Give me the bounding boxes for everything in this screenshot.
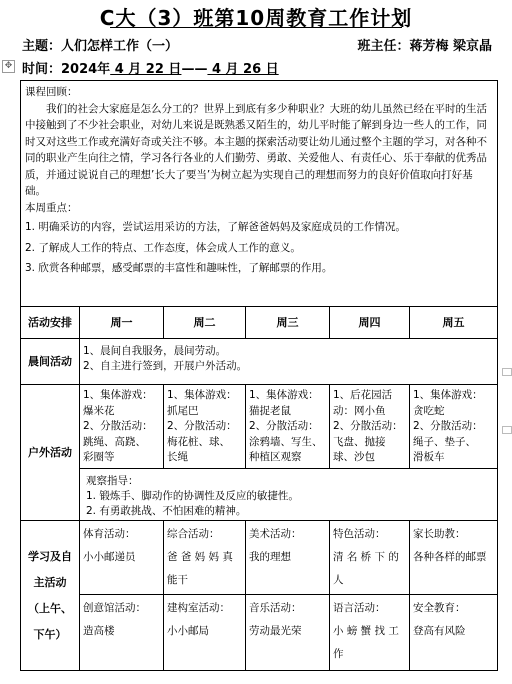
intro-heading: 课程回顾： <box>25 86 78 98</box>
study-content: 劳动最光荣 <box>249 625 302 637</box>
outdoor-line: 绳子、垫子、 <box>413 435 476 448</box>
time-from: 4 月 22 日 <box>110 62 182 77</box>
study-cell <box>164 521 246 595</box>
outdoor-line: 球、沙包 <box>333 451 375 463</box>
header-row <box>21 307 498 339</box>
study-row-1 <box>21 521 498 595</box>
outdoor-line: 贪吃蛇 <box>413 404 445 417</box>
outdoor-line: 2、分散活动： <box>83 420 153 432</box>
study-content: 各种各样的邮票 <box>413 551 487 563</box>
row-resize-handle-icon[interactable] <box>502 368 512 376</box>
study-content: 清 名 桥 下 的 人 <box>333 551 399 586</box>
plan-table <box>20 80 498 671</box>
study-label-line: （上午、 <box>28 601 72 615</box>
header-info-row <box>22 35 492 54</box>
outdoor-label: 户外活动 <box>21 385 80 521</box>
outdoor-line: 动：网小鱼 <box>333 404 386 417</box>
study-title: 创意馆活动： <box>83 602 146 614</box>
day-header: 周五 <box>410 307 498 339</box>
outdoor-line: 抓尾巴 <box>167 404 199 417</box>
guide-item: 1. 锻炼手、脚动作的协调性及反应的敏捷性。 <box>86 490 299 502</box>
outdoor-line: 1、集体游戏： <box>167 389 237 401</box>
day-header: 周四 <box>330 307 410 339</box>
time-to: 4 月 26 日 <box>207 62 279 77</box>
intro-cell <box>21 81 498 307</box>
study-title: 体育活动： <box>83 528 136 540</box>
study-label-line: 主活动 <box>33 575 67 589</box>
day-header: 周一 <box>80 307 164 339</box>
outdoor-row <box>21 385 498 469</box>
page-title: C大（3）班第10周教育工作计划 <box>99 6 413 30</box>
outdoor-line: 彩圈等 <box>83 451 115 463</box>
focus-item: 3. 欣赏各种邮票，感受邮票的丰富性和趣味性，了解邮票的作用。 <box>25 262 333 274</box>
study-cell <box>330 595 410 671</box>
intro-body: 我们的社会大家庭是怎么分工的？世界上到底有多少种职业？大班的幼儿虽然已经在平时的生活中接触到了不少社会职业，对幼儿来说是既熟悉又陌生的，幼儿平时能了解到身边一些人的工作，同时又对这些工作或充满好奇或关注不够。本主题的探索活动要让幼儿通过整个主题的学习，对各种不同的职业产生向往之情，学习各行各业的人们勤劳、勇敢、关爱他人、有责任心、乐于奉献的优秀品质，并通过说说自己的理想’长大了要当’为树立起为实现自己的理想而努力的良好价值取向打好基础。 <box>25 102 487 197</box>
focus-item: 1. 明确采访的内容，尝试运用采访的方法，了解爸爸妈妈及家庭成员的工作情况。 <box>25 221 406 233</box>
study-cell <box>246 521 330 595</box>
study-title: 综合活动： <box>167 528 220 540</box>
study-cell <box>410 521 498 595</box>
day-header: 周三 <box>246 307 330 339</box>
guide-heading: 观察指导： <box>86 475 139 487</box>
morning-row <box>21 339 498 385</box>
outdoor-line: 涂鸦墙、写生、 <box>249 435 323 448</box>
study-label <box>21 521 80 671</box>
study-cell <box>164 595 246 671</box>
corner-header: 活动安排 <box>21 307 80 339</box>
study-cell <box>80 595 164 671</box>
outdoor-line: 1、集体游戏： <box>249 389 319 401</box>
title-underline <box>110 27 402 28</box>
outdoor-line: 2、分散活动： <box>167 420 237 432</box>
study-cell <box>330 521 410 595</box>
outdoor-line: 2、分散活动： <box>413 420 483 432</box>
study-content: 小小邮递员 <box>83 551 136 563</box>
study-label-line: 学习及自 <box>28 549 72 563</box>
table-move-handle-icon[interactable]: ✥ <box>2 60 15 73</box>
study-title: 音乐活动： <box>249 602 302 614</box>
outdoor-day-cell <box>164 385 246 469</box>
intro-row <box>21 81 498 307</box>
study-title: 家长助教： <box>413 528 466 540</box>
outdoor-day-cell <box>246 385 330 469</box>
focus-heading: 本周重点： <box>25 201 78 214</box>
guide-row <box>21 469 498 521</box>
row-resize-handle-icon[interactable] <box>502 426 512 434</box>
morning-item: 1、晨间自我服务，晨间劳动。 <box>83 345 227 357</box>
outdoor-line: 2、分散活动： <box>249 420 319 432</box>
study-title: 特色活动： <box>333 528 386 540</box>
morning-item: 2、自主进行签到，开展户外活动。 <box>83 360 248 372</box>
study-title: 安全教育： <box>413 602 466 614</box>
day-header: 周二 <box>164 307 246 339</box>
study-content: 我的理想 <box>249 551 291 563</box>
focus-item: 2. 了解成人工作的特点、工作态度，体会成人工作的意义。 <box>25 241 301 254</box>
time-separator: —— <box>181 62 208 77</box>
outdoor-line: 2、分散活动： <box>333 420 403 432</box>
study-cell <box>246 595 330 671</box>
outdoor-line: 长绳 <box>167 451 188 463</box>
study-row-2 <box>21 595 498 671</box>
theme-label: 主题：人们怎样工作（一） <box>22 39 179 54</box>
outdoor-line: 跳绳、高跷、 <box>83 435 146 448</box>
guide-cell <box>80 469 498 521</box>
outdoor-day-cell <box>410 385 498 469</box>
study-cell <box>80 521 164 595</box>
study-content: 小 螃 蟹 找 工 作 <box>333 625 399 660</box>
outdoor-line: 爆米花 <box>83 404 115 417</box>
outdoor-line: 梅花桩、球、 <box>167 435 230 448</box>
outdoor-line: 1、集体游戏： <box>83 389 153 401</box>
study-title: 语言活动： <box>333 602 386 614</box>
study-title: 建构室活动： <box>167 602 230 614</box>
outdoor-line: 飞盘、抛接 <box>333 435 386 448</box>
study-label-line: 下午） <box>33 627 67 641</box>
outdoor-line: 1、集体游戏： <box>413 389 483 401</box>
study-title: 美术活动： <box>249 528 302 540</box>
study-content: 登高有风险 <box>413 625 466 637</box>
time-prefix: 时间：2024年 <box>22 62 111 77</box>
outdoor-day-cell <box>80 385 164 469</box>
outdoor-line: 1、后花园活 <box>333 389 393 401</box>
teacher-label: 班主任：蒋芳梅 梁京晶 <box>357 39 492 54</box>
guide-item: 2. 有勇敢挑战、不怕困难的精神。 <box>86 505 247 517</box>
study-cell <box>410 595 498 671</box>
outdoor-line: 种植区观察 <box>249 451 302 463</box>
outdoor-line: 滑板车 <box>413 451 445 463</box>
study-content: 爸 爸 妈 妈 真 能干 <box>167 551 233 586</box>
study-content: 造高楼 <box>83 625 115 637</box>
time-row <box>22 58 279 77</box>
morning-label: 晨间活动 <box>21 339 80 385</box>
outdoor-day-cell <box>330 385 410 469</box>
morning-cell <box>80 339 498 385</box>
outdoor-line: 猫捉老鼠 <box>249 404 291 417</box>
study-content: 小小邮局 <box>167 625 209 637</box>
